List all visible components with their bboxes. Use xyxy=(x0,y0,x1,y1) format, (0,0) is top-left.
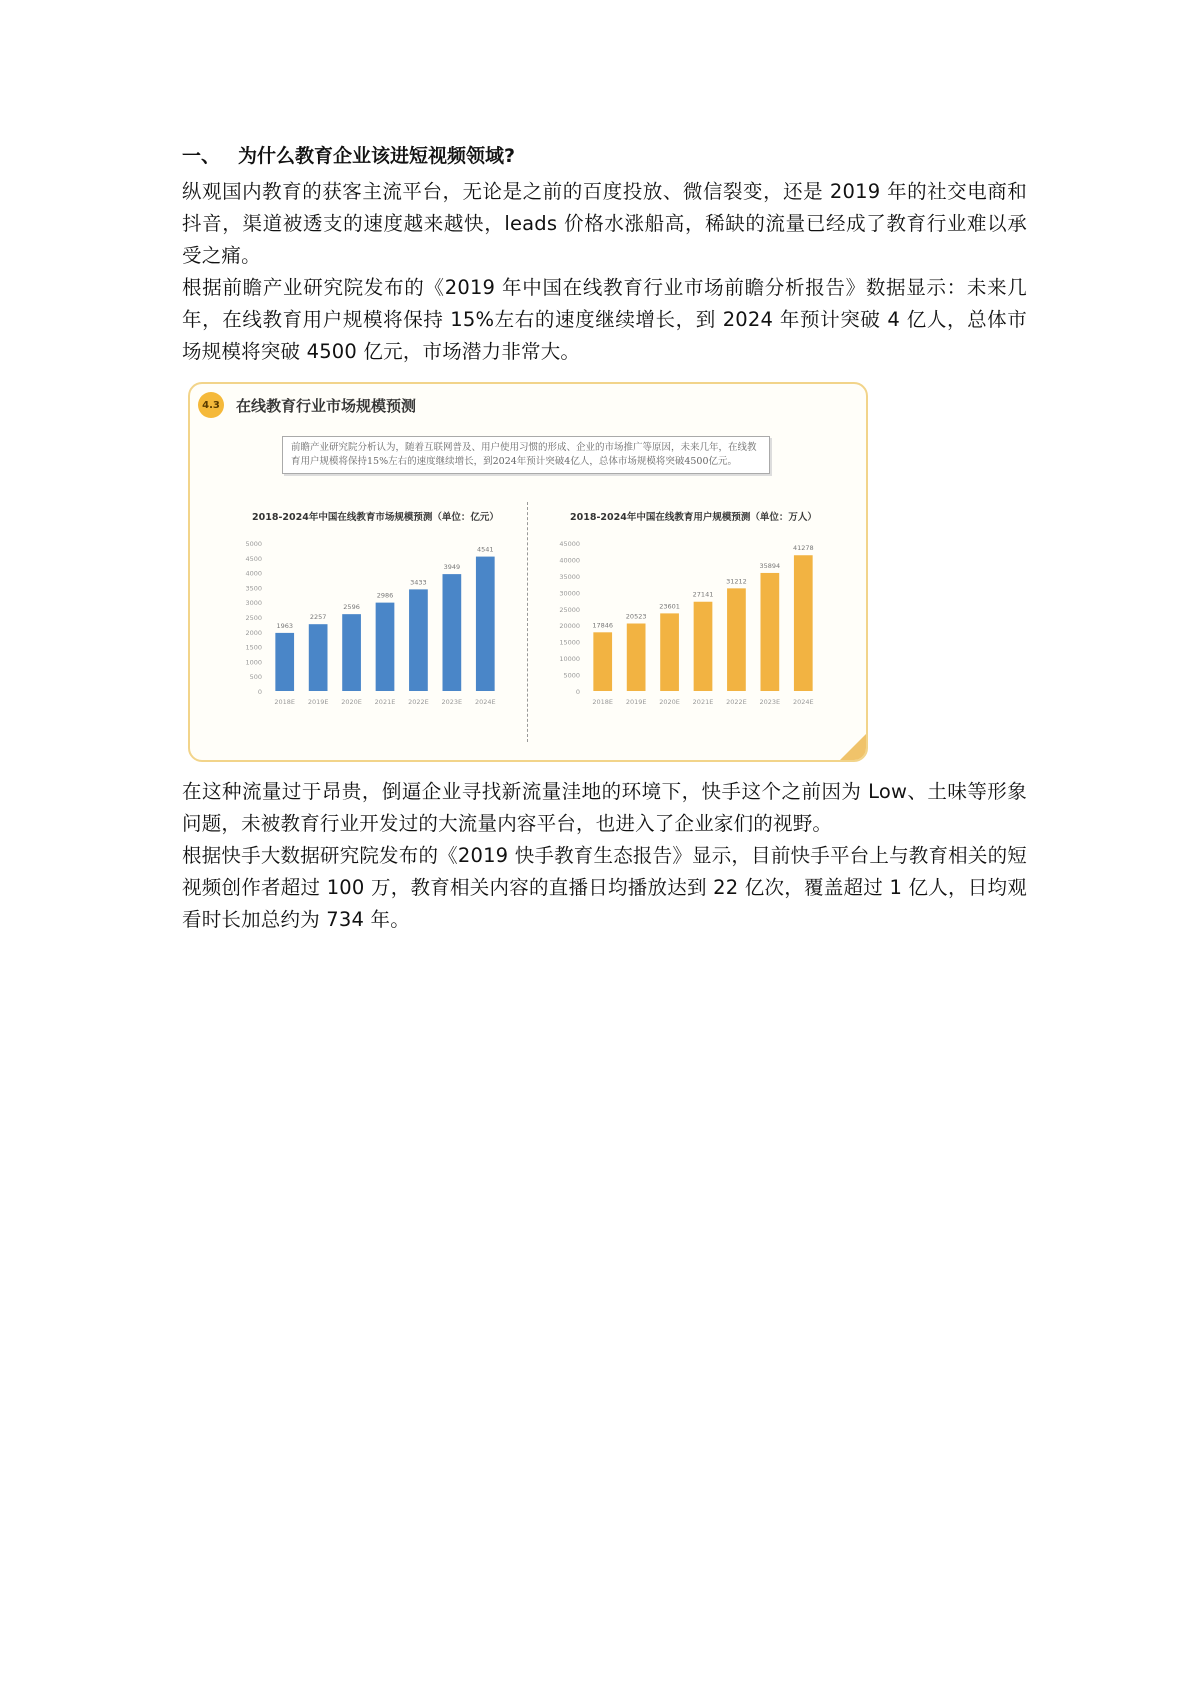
y-tick-label: 4000 xyxy=(245,569,262,578)
x-tick-label: 2021E xyxy=(374,698,396,706)
bar xyxy=(660,613,679,691)
figure-title: 在线教育行业市场规模预测 xyxy=(236,396,417,415)
y-tick-label: 15000 xyxy=(559,638,580,647)
data-label: 20523 xyxy=(625,612,647,621)
data-label: 27141 xyxy=(692,590,714,599)
chart-user-size xyxy=(540,509,830,729)
x-tick-label: 2024E xyxy=(474,698,496,706)
y-tick-label: 30000 xyxy=(559,589,580,598)
bar xyxy=(476,557,495,691)
figure-note: 前瞻产业研究院分析认为，随着互联网普及、用户使用习惯的形成、企业的市场推广等原因，未来几年，在线教育用户规模将保持15%左右的速度继续增长，到2024年预计突破4亿人，总体市场规模将突破4500亿元。 xyxy=(282,436,770,474)
chart-user-size-svg xyxy=(540,523,830,723)
bar xyxy=(376,603,395,691)
x-tick-label: 2018E xyxy=(274,698,296,706)
y-tick-label: 3000 xyxy=(245,599,262,608)
data-label: 2596 xyxy=(343,603,360,612)
y-tick-label: 4500 xyxy=(245,554,262,563)
paragraph-1: 纵观国内教育的获客主流平台，无论是之前的百度投放、微信裂变，还是 2019 年的社交电商和抖音，渠道被透支的速度越来越快，leads 价格水涨船高，稀缺的流量已经成了教育行业难以承受之痛。 xyxy=(182,180,1027,267)
data-label: 23601 xyxy=(659,602,680,611)
bar xyxy=(342,614,361,691)
bar xyxy=(794,555,813,691)
y-tick-label: 20000 xyxy=(559,622,580,631)
y-tick-label: 3500 xyxy=(245,584,262,593)
document-body xyxy=(182,144,1027,936)
y-tick-label: 0 xyxy=(257,688,262,696)
data-label: 1963 xyxy=(276,621,293,630)
bar xyxy=(694,602,713,691)
y-tick-label: 1500 xyxy=(245,643,262,652)
chart-title: 2018-2024年中国在线教育市场规模预测（单位：亿元） xyxy=(252,512,499,523)
x-tick-label: 2019E xyxy=(625,698,647,706)
chart-title: 2018-2024年中国在线教育用户规模预测（单位：万人） xyxy=(570,512,817,523)
paragraph-4: 根据快手大数据研究院发布的《2019 快手教育生态报告》显示，目前快手平台上与教育相关的短视频创作者超过 100 万，教育相关内容的直播日均播放达到 22 亿次，覆盖超过 1 亿人，日均观看时长加总约为 734 年。 xyxy=(182,844,1027,931)
x-tick-label: 2022E xyxy=(408,698,429,706)
x-tick-label: 2021E xyxy=(692,698,714,706)
y-tick-label: 40000 xyxy=(559,556,580,565)
chart-market-size xyxy=(222,509,512,729)
data-label: 4541 xyxy=(477,545,494,554)
bar xyxy=(627,624,646,691)
bar xyxy=(727,588,746,691)
y-tick-label: 45000 xyxy=(559,540,580,548)
y-tick-label: 0 xyxy=(575,688,580,696)
y-tick-label: 5000 xyxy=(563,671,580,680)
x-tick-label: 2024E xyxy=(792,698,814,706)
bar xyxy=(442,574,461,691)
y-tick-label: 35000 xyxy=(559,572,580,581)
figure-market-forecast xyxy=(188,382,868,762)
bar xyxy=(760,573,779,691)
figure-header xyxy=(198,392,416,418)
x-tick-label: 2023E xyxy=(441,698,463,706)
data-label: 3433 xyxy=(410,578,427,587)
section-number: 一、 xyxy=(182,145,221,167)
x-tick-label: 2023E xyxy=(759,698,781,706)
data-label: 2986 xyxy=(376,591,394,600)
y-tick-label: 5000 xyxy=(245,540,262,548)
x-tick-label: 2022E xyxy=(726,698,747,706)
figure-badge: 4.3 xyxy=(198,392,224,418)
figure-corner-decoration xyxy=(840,734,866,760)
bar xyxy=(409,589,428,691)
y-tick-label: 25000 xyxy=(559,605,580,614)
x-tick-label: 2019E xyxy=(307,698,329,706)
section-title: 为什么教育企业该进短视频领域? xyxy=(238,145,516,167)
y-tick-label: 500 xyxy=(249,673,262,682)
paragraph-3: 在这种流量过于昂贵，倒逼企业寻找新流量洼地的环境下，快手这个之前因为 Low、土味等形象问题，未被教育行业开发过的大流量内容平台，也进入了企业家们的视野。 xyxy=(182,780,1027,835)
chart-divider xyxy=(527,502,528,742)
bar xyxy=(593,632,612,691)
bar xyxy=(275,633,294,691)
data-label: 35894 xyxy=(759,561,781,570)
paragraph-2: 根据前瞻产业研究院发布的《2019 年中国在线教育行业市场前瞻分析报告》数据显示：未来几年，在线教育用户规模将保持 15%左右的速度继续增长，到 2024 年预计突破 4 亿人，总体市场规模将突破 4500 亿元，市场潜力非常大。 xyxy=(182,276,1027,363)
data-label: 3949 xyxy=(443,563,461,572)
y-tick-label: 10000 xyxy=(559,655,580,664)
data-label: 41278 xyxy=(792,544,814,553)
y-tick-label: 2500 xyxy=(245,614,262,622)
y-tick-label: 1000 xyxy=(245,658,262,667)
y-tick-label: 2000 xyxy=(245,628,262,637)
bar xyxy=(309,624,328,691)
data-label: 17846 xyxy=(592,621,614,630)
chart-market-size-svg xyxy=(222,523,512,723)
section-heading xyxy=(182,144,1027,168)
data-label: 2257 xyxy=(309,613,327,622)
x-tick-label: 2020E xyxy=(341,698,362,706)
data-label: 31212 xyxy=(726,577,747,586)
x-tick-label: 2018E xyxy=(592,698,614,706)
x-tick-label: 2020E xyxy=(659,698,680,706)
